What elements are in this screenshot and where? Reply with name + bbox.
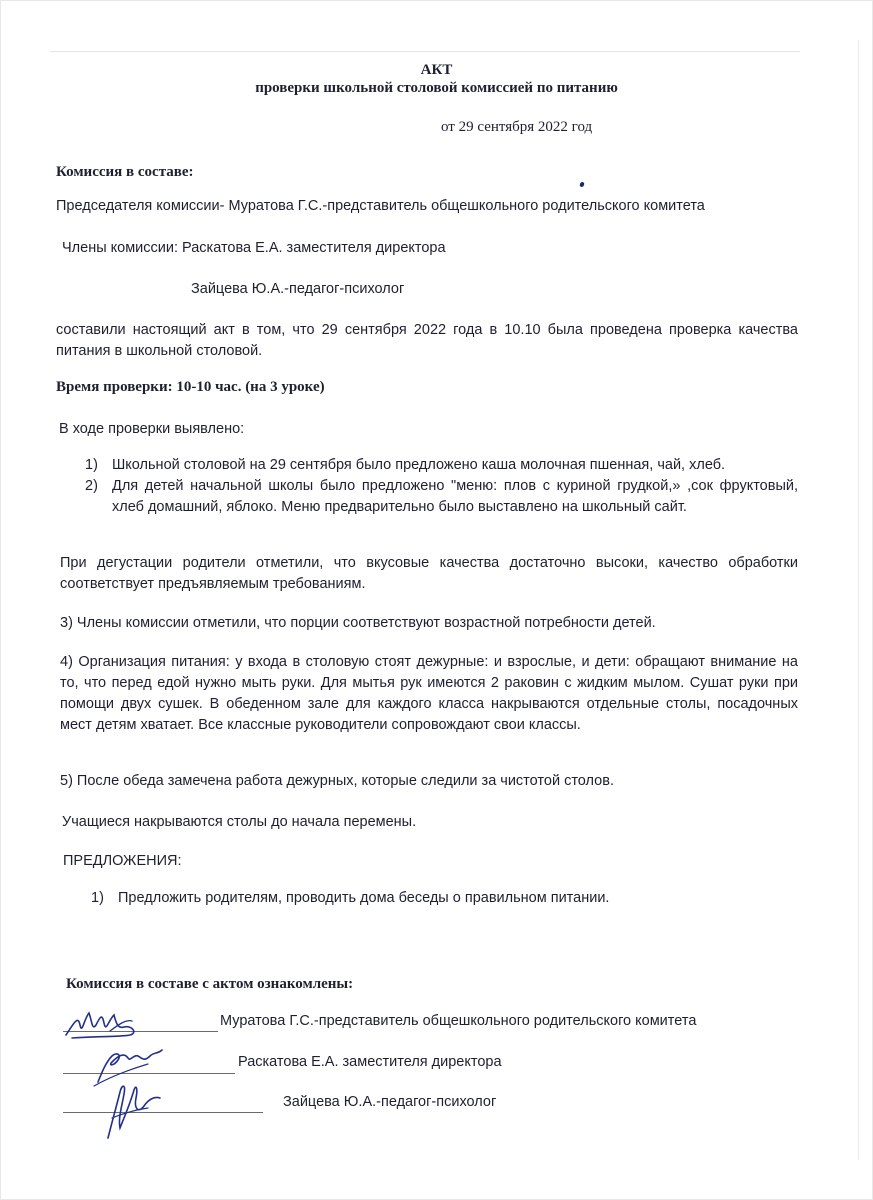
intro-paragraph: составили настоящий акт в том, что 29 сентября 2022 года в 10.10 была проведена проверка качества питания в школьной столовой. (56, 322, 798, 359)
right-scan-line (858, 40, 859, 1160)
document-title: АКТ (420, 62, 453, 78)
top-scan-line (50, 51, 800, 52)
finding-number: 2) (85, 478, 98, 494)
chair-line: Председателя комиссии- Муратова Г.С.-представитель общешкольного родительского комитета (56, 198, 705, 214)
finding-number: 1) (85, 457, 98, 473)
document-date: от 29 сентября 2022 год (441, 119, 593, 135)
proposals-heading: ПРЕДЛОЖЕНИЯ: (63, 853, 182, 869)
item-4-paragraph: 4) Организация питания: у входа в столовую стоят дежурные: и взрослые, и дети: обращают внимание на то, что перед едой нужно мыть руки. Для мытья рук имеются 2 раковин с жидким мылом. Сушат руки при помощи двух сушек. В обеденном зале для каждого класса накрываются отдельные столы, посадочных мест детям хватает. Все классные руководители сопровождают свои классы. (60, 654, 798, 733)
finding-item (85, 476, 798, 518)
findings-heading: В ходе проверки выявлено: (59, 421, 245, 437)
document-subtitle: проверки школьной столовой комиссией по питанию (255, 80, 618, 96)
check-time: Время проверки: 10-10 час. (на 3 уроке) (56, 379, 325, 395)
finding-text: Для детей начальной школы было предложено "меню: плов с куриной грудкой,» ,сок фруктовый, хлеб домашний, яблоко. Меню предварительно было выставлено на школьный сайт. (112, 478, 798, 515)
proposal-text: Предложить родителям, проводить дома беседы о правильном питании. (118, 890, 610, 906)
signatory-2: Раскатова Е.А. заместителя директора (238, 1054, 502, 1070)
handwritten-signature-1 (62, 1005, 162, 1041)
proposal-number: 1) (91, 890, 104, 906)
tasting-paragraph: При дегустации родители отметили, что вкусовые качества достаточно высоки, качество обработки соответствует предъявляемым требованиям. (60, 555, 798, 592)
members-line-2: Зайцева Ю.А.-педагог-психолог (191, 281, 405, 297)
item-5: 5) После обеда замечена работа дежурных, которые следили за чистотой столов. (60, 773, 614, 789)
members-line-1: Члены комиссии: Раскатова Е.А. заместителя директора (62, 240, 446, 256)
proposal-item (91, 888, 791, 909)
signatory-1: Муратова Г.С.-представитель общешкольного родительского комитета (220, 1013, 697, 1029)
acquainted-heading: Комиссия в составе с актом ознакомлены: (66, 976, 354, 992)
commission-heading: Комиссия в составе: (56, 164, 194, 180)
item-3: 3) Члены комиссии отметили, что порции соответствуют возрастной потребности детей. (60, 615, 656, 631)
students-line: Учащиеся накрываются столы до начала перемены. (62, 814, 417, 830)
signatory-3: Зайцева Ю.А.-педагог-психолог (283, 1094, 497, 1110)
finding-text: Школьной столовой на 29 сентября было предложено каша молочная пшенная, чай, хлеб. (112, 457, 726, 473)
finding-item (85, 455, 798, 476)
handwritten-signature-3 (98, 1078, 168, 1142)
